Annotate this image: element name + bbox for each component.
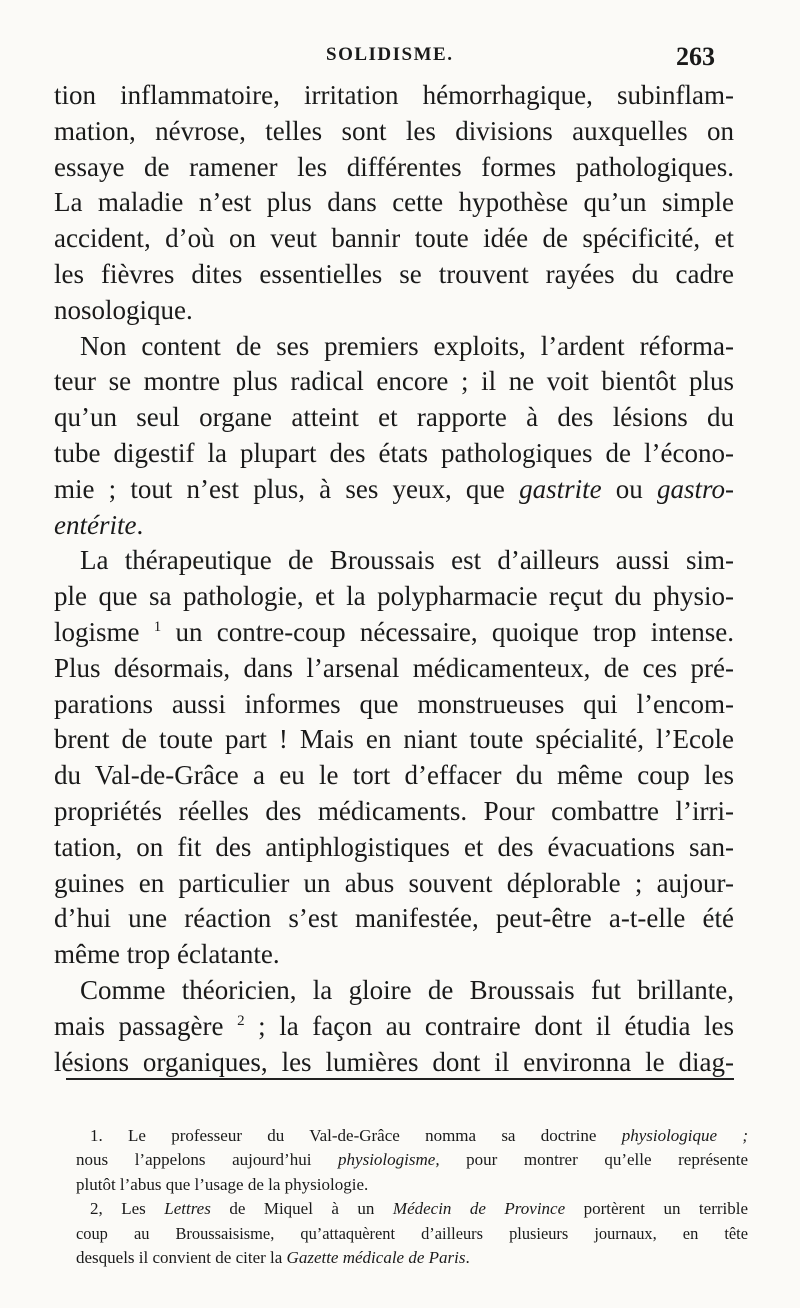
italic-title-gazette: Gazette médicale de Paris [286,1247,466,1267]
text-run: de Miquel à un [210,1199,393,1219]
paragraph-3 [54,543,734,973]
italic-term-gastro: gastro- [657,473,735,504]
text-line: nosologique. [54,294,193,325]
italic-term-enterite: entérite [54,509,137,540]
text-line: propriétés réelles des médicaments. Pour combattre l’irri- [54,795,734,826]
text-run: ou [601,473,657,504]
text-line: tation, on fit des antiphlogistiques et des évacuations san- [54,831,734,862]
text-line: du Val-de-Grâce a eu le tort d’effacer du même coup les [54,760,734,791]
italic-title-lettres: Lettres [164,1199,211,1219]
footnote-ref-1: 1 [153,618,162,635]
text-line: qu’un seul organe atteint et rapporte à des lésions du [54,402,734,433]
text-line: La thérapeutique de Broussais est d’ailleurs aussi sim- [80,545,734,576]
text-line: parations aussi informes que monstrueuses qui l’encom- [54,688,734,719]
text-line: guines en particulier un abus souvent déplorable ; aujour- [54,867,734,898]
text-line: tion inflammatoire, irritation hémorrhagique, subinflam- [54,80,734,110]
footnote-ref-2: 2 [237,1012,245,1029]
text-line: Plus désormais, dans l’arsenal médicamenteux, de ces pré- [54,652,734,683]
paragraph-2 [54,329,734,544]
body-text [54,78,734,1080]
text-run: . [465,1247,470,1267]
text-run: mie ; tout n’est plus, à ses yeux, que [54,473,520,504]
text-line [54,1009,734,1045]
text-line: d’hui une réaction s’est manifestée, peut-être a-t-elle été [54,903,734,934]
text-line: tube digestif la plupart des états pathologiques de l’écono- [54,437,734,468]
footnote-line: coup au Broussaisisme, qu’attaquèrent d’ailleurs plusieurs journaux, en tête [76,1223,748,1243]
italic-term-gastrite: gastrite [519,473,602,504]
italic-term-physiologique: physiologique ; [621,1126,748,1145]
text-run: nous l’appelons aujourd’hui [76,1150,339,1170]
paragraph-1 [54,78,734,329]
text-run: 2, Les [90,1199,165,1219]
text-run: un contre-coup nécessaire, quoique trop intense. [161,616,735,647]
text-line: accident, d’où on veut bannir toute idée de spécificité, et [54,223,734,254]
text-line: brent de toute part ! Mais en niant toute spécialité, l’Ecole [54,724,734,755]
running-title: SOLIDISME. [326,44,454,65]
text-line [54,615,734,651]
page-header [0,44,800,74]
footnote-2 [76,1197,748,1270]
text-line: Comme théoricien, la gloire de Broussais fut brillante, [80,974,734,1005]
footnotes [76,1124,748,1270]
page-number: 263 [676,42,715,71]
footnote-line: plutôt l’abus que l’usage de la physiologie. [76,1174,369,1194]
text-run: 1. Le professeur du Val-de-Grâce nomma sa doctrine [90,1126,622,1145]
text-run: pour montrer qu’elle représente [439,1150,748,1170]
text-line: essaye de ramener les différentes formes pathologiques. [54,151,734,182]
text-run: portèrent un terrible [565,1199,749,1219]
text-run: . [136,509,144,540]
text-run: mais passagère [54,1010,238,1041]
text-line: Non content de ses premiers exploits, l’ardent réforma- [80,330,734,361]
text-line: ple que sa pathologie, et la polypharmacie reçut du physio- [54,581,734,612]
text-line: mation, névrose, telles sont les divisions auxquelles on [54,115,734,146]
footnote-line [76,1197,748,1221]
footnote-line [76,1246,748,1270]
text-line [54,508,734,544]
paragraph-4 [54,973,734,1080]
text-run: desquels il convient de citer la [76,1247,287,1267]
text-run: logisme [54,616,154,647]
italic-title-medecin: Médecin de Province [392,1199,566,1219]
text-line: La maladie n’est plus dans cette hypothèse qu’un simple [54,187,734,218]
text-line: même trop éclatante. [54,939,280,970]
footnote-line [76,1124,748,1148]
footnote-rule [66,1078,734,1080]
text-line: lésions organiques, les lumières dont il environna le diag- [54,1046,734,1077]
text-line: teur se montre plus radical encore ; il ne voit bientôt plus [54,366,734,397]
text-line [54,472,734,508]
text-run: ; la façon au contraire dont il étudia les [244,1010,735,1041]
footnote-line [76,1148,748,1172]
text-line: les fièvres dites essentielles se trouvent rayées du cadre [54,258,734,289]
italic-term-physiologisme: physiologisme, [338,1150,440,1170]
footnote-1 [76,1124,748,1197]
